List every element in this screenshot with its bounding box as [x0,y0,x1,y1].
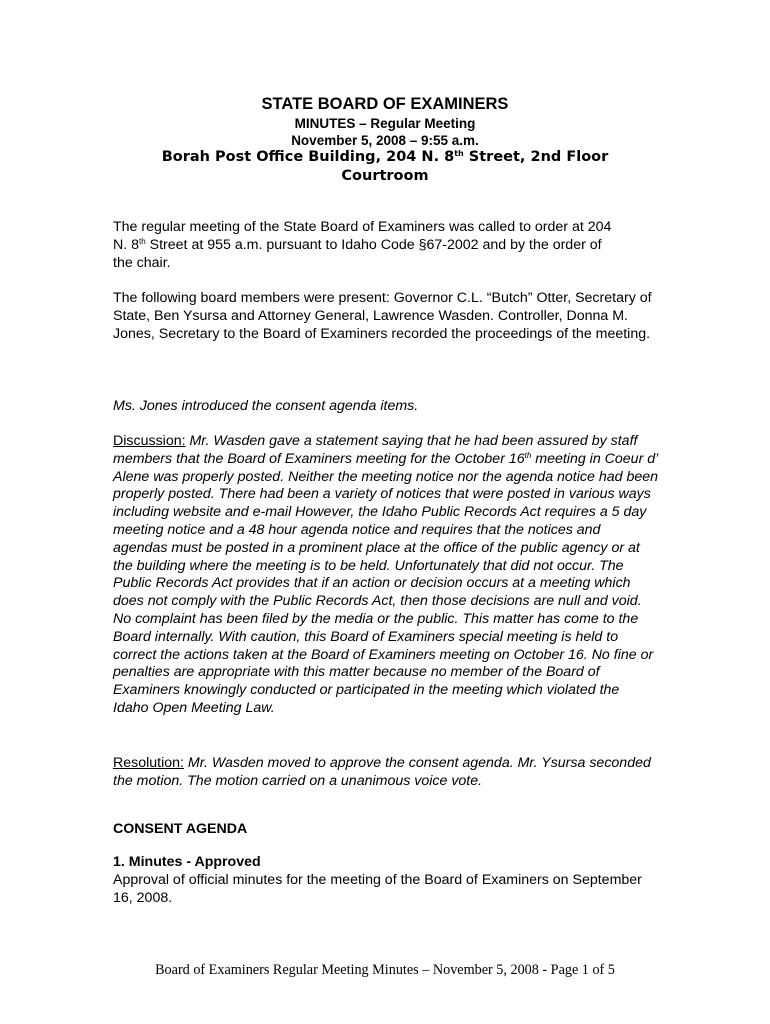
discussion-text-post: meeting in Coeur d’ Alene was properly posted. Neither the meeting notice nor the agenda notice had been properly posted. There had been a variety of notices that were posted in various ways including website and e-mail However, the Idaho Public Records Act requires a 5 day meeting notice and a 48 hour agenda notice and requires that the notices and agendas must be posted in a prominent place at the office of the public agency or at the building where the meeting is to be held. Unfortunately that did not occur. The Public Records Act provides that if an action or decision occurs at a meeting which does not comply with the Public Records Act, then those decisions are null and void. No complaint has been filed by the media or the public. This matter has come to the Board internally. With caution, this Board of Examiners special meeting is held to correct the actions taken at the Board of Examiners meeting on October 16. No fine or penalties are appropriate with this matter because no member of the Board of Examiners knowingly conducted or participated in the meeting which violated the Idaho Open Meeting Law. [113,450,659,716]
resolution-text: Mr. Wasden moved to approve the consent agenda. Mr. Ysursa seconded the motion. The motion carried on a unanimous voice vote. [113,755,651,789]
opening-paragraph [113,219,658,272]
consent-intro-paragraph: Ms. Jones introduced the consent agenda items. [113,398,419,414]
meeting-datetime: November 5, 2008 – 9:55 a.m. [291,133,479,148]
opening-line-1: The regular meeting of the State Board of Examiners was called to order at 204 [113,219,612,235]
meeting-location [0,148,770,186]
document-subtitle: MINUTES – Regular Meeting [294,116,476,131]
item1-heading: 1. Minutes - Approved [113,854,261,870]
discussion-text-pre: Mr. Wasden gave a statement saying that he had been assured by staff members that the Board of Examiners meeting for the October 16 [113,433,638,467]
discussion-sup: th [524,450,532,460]
location-line1-sup: th [454,149,464,158]
location-line1-post: Street, 2nd Floor [463,149,609,165]
consent-agenda-heading: CONSENT AGENDA [113,821,248,837]
opening-line-3: the chair. [113,254,171,271]
resolution-paragraph [113,755,658,791]
discussion-paragraph [113,433,658,718]
location-line2: Courtroom [341,168,429,184]
location-line1-pre: Borah Post Office Building, 204 N. 8 [161,149,455,165]
item1-text: Approval of official minutes for the meeting of the Board of Examiners on September 16, 2008. [113,872,642,906]
attendance-paragraph: The following board members were present: Governor C.L. “Butch” Otter, Secretary of State, Ben Ysursa and Attorney General, Lawrence Wasden. Controller, Donna M. Jones, Secretary to the Board of Examiners recorded the proceedings of the meeting. [113,290,652,342]
document-title: STATE BOARD OF EXAMINERS [261,95,509,113]
opening-line-2-sup: th [139,236,146,246]
page-footer: Board of Examiners Regular Meeting Minutes – November 5, 2008 - Page 1 of 5 [155,962,615,978]
resolution-label: Resolution: [113,755,184,771]
discussion-label: Discussion: [113,433,186,449]
opening-line-2-post: Street at 955 a.m. pursuant to Idaho Code §67-2002 and by the order of [145,236,602,253]
opening-line-2-pre: N. 8 [113,236,140,253]
